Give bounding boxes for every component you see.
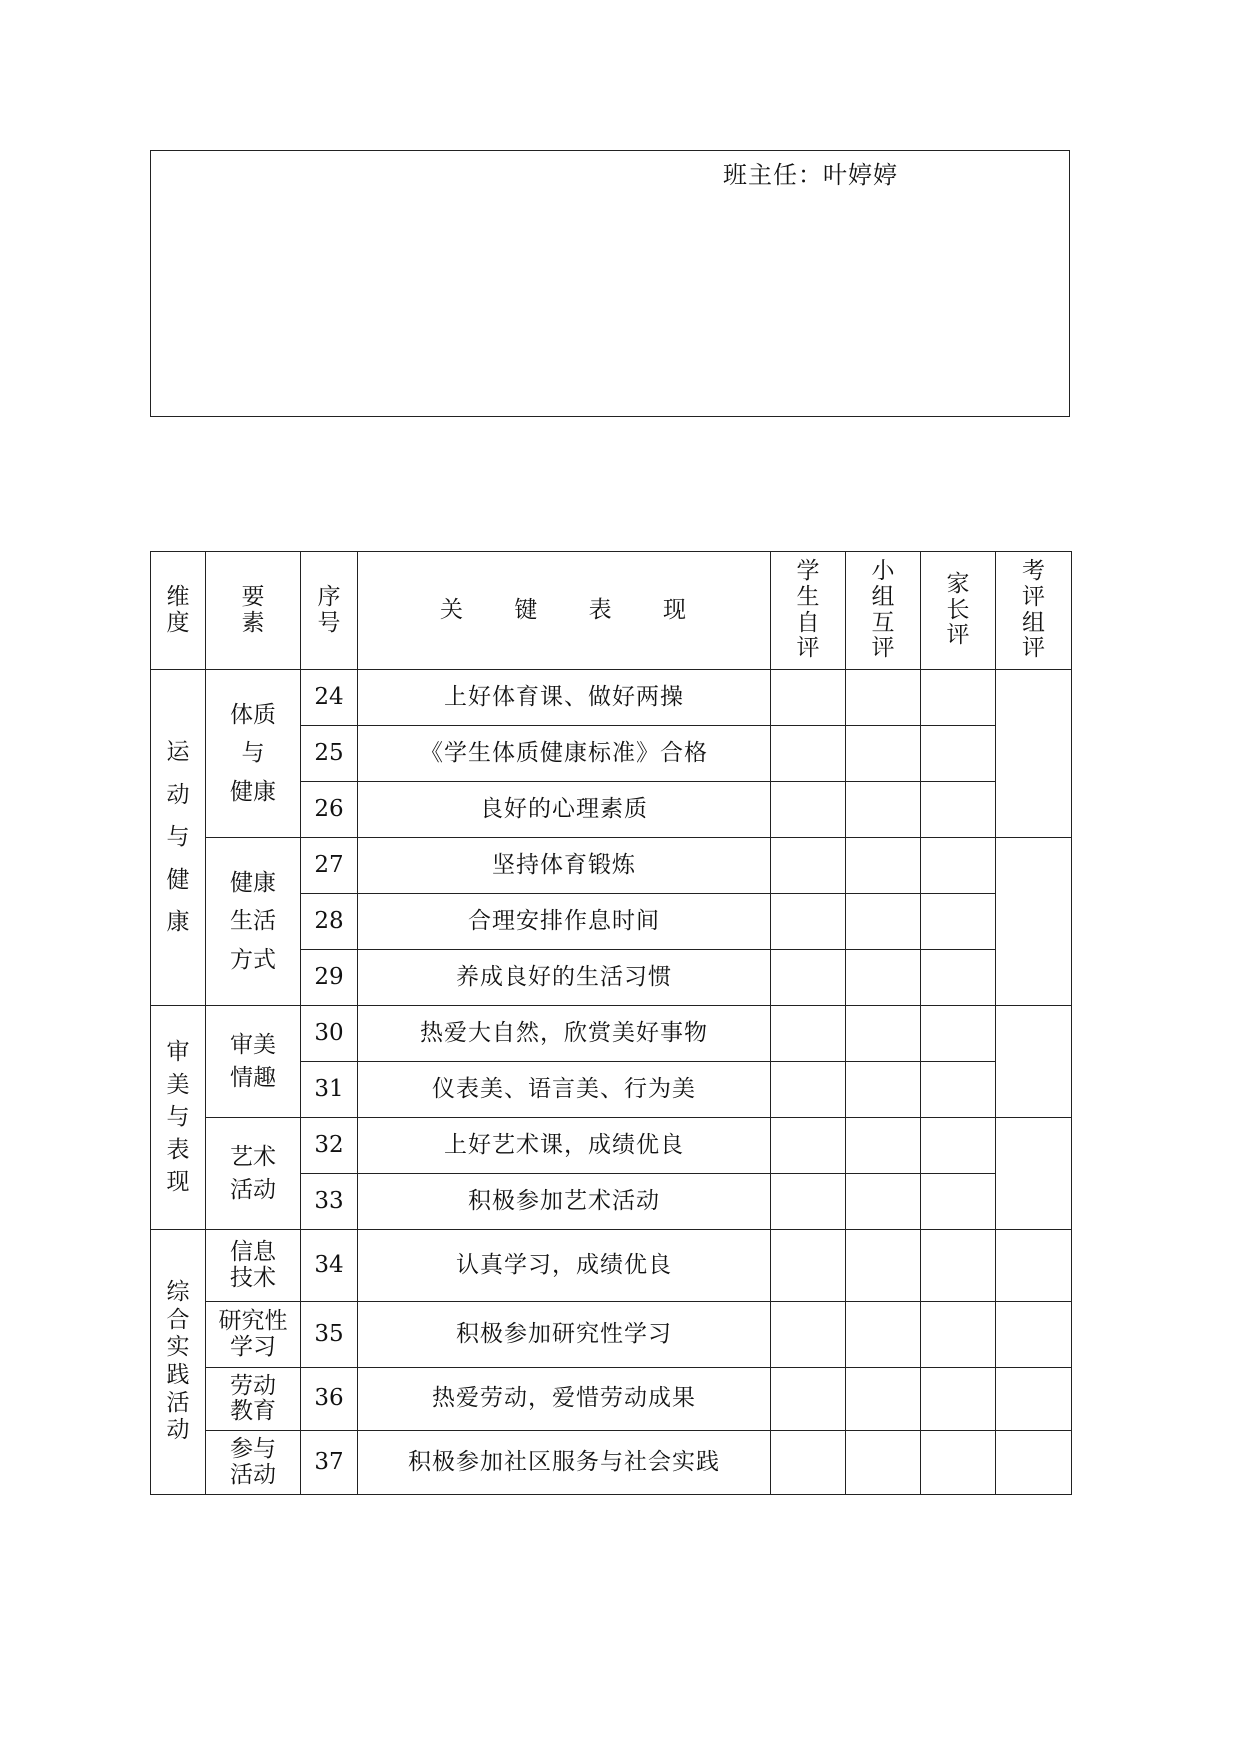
table-row <box>151 1230 1072 1302</box>
group-eval-cell[interactable] <box>846 1174 921 1230</box>
header-parent-eval: 家 长 评 <box>921 552 996 670</box>
parent-eval-cell[interactable] <box>921 1174 996 1230</box>
table-row <box>151 1302 1072 1368</box>
head-teacher-signature: 班主任：叶婷婷 <box>723 161 898 189</box>
self-eval-cell[interactable] <box>771 726 846 782</box>
row-number: 35 <box>301 1302 358 1368</box>
dimension-aesthetic-expression: 审 美 与 表 现 <box>151 1006 206 1230</box>
parent-eval-cell[interactable] <box>921 726 996 782</box>
group-eval-cell[interactable] <box>846 1368 921 1431</box>
row-number: 32 <box>301 1118 358 1174</box>
row-number: 28 <box>301 894 358 950</box>
header-self-eval: 学 生 自 评 <box>771 552 846 670</box>
element-participation-activities: 参与 活动 <box>206 1431 301 1495</box>
header-number: 序 号 <box>301 552 358 670</box>
parent-eval-cell[interactable] <box>921 894 996 950</box>
row-number: 31 <box>301 1062 358 1118</box>
panel-eval-cell[interactable] <box>996 670 1072 838</box>
row-behavior: 坚持体育锻炼 <box>358 838 771 894</box>
row-number: 37 <box>301 1431 358 1495</box>
header-element: 要 素 <box>206 552 301 670</box>
group-eval-cell[interactable] <box>846 894 921 950</box>
element-healthy-lifestyle: 健康 生活 方式 <box>206 838 301 1006</box>
panel-eval-cell[interactable] <box>996 1368 1072 1431</box>
header-group-eval: 小 组 互 评 <box>846 552 921 670</box>
table-row <box>151 1006 1072 1062</box>
self-eval-cell[interactable] <box>771 950 846 1006</box>
group-eval-cell[interactable] <box>846 726 921 782</box>
element-research-learning: 研究性 学习 <box>206 1302 301 1368</box>
row-number: 27 <box>301 838 358 894</box>
evaluation-table <box>150 551 1072 1495</box>
element-art-activities: 艺术 活动 <box>206 1118 301 1230</box>
table-row <box>151 670 1072 726</box>
group-eval-cell[interactable] <box>846 1230 921 1302</box>
self-eval-cell[interactable] <box>771 894 846 950</box>
group-eval-cell[interactable] <box>846 950 921 1006</box>
teacher-comment-box <box>150 150 1070 417</box>
row-number: 29 <box>301 950 358 1006</box>
row-behavior: 热爱大自然，欣赏美好事物 <box>358 1006 771 1062</box>
row-number: 25 <box>301 726 358 782</box>
row-number: 24 <box>301 670 358 726</box>
self-eval-cell[interactable] <box>771 1006 846 1062</box>
dimension-comprehensive-practice: 综 合 实 践 活 动 <box>151 1230 206 1495</box>
element-aesthetic-taste: 审美 情趣 <box>206 1006 301 1118</box>
panel-eval-cell[interactable] <box>996 1006 1072 1118</box>
parent-eval-cell[interactable] <box>921 838 996 894</box>
group-eval-cell[interactable] <box>846 1062 921 1118</box>
group-eval-cell[interactable] <box>846 1118 921 1174</box>
panel-eval-cell[interactable] <box>996 1118 1072 1230</box>
panel-eval-cell[interactable] <box>996 1230 1072 1302</box>
table-row <box>151 1431 1072 1495</box>
self-eval-cell[interactable] <box>771 1118 846 1174</box>
header-panel-eval: 考 评 组 评 <box>996 552 1072 670</box>
self-eval-cell[interactable] <box>771 1368 846 1431</box>
self-eval-cell[interactable] <box>771 782 846 838</box>
panel-eval-cell[interactable] <box>996 1431 1072 1495</box>
self-eval-cell[interactable] <box>771 1174 846 1230</box>
row-behavior: 养成良好的生活习惯 <box>358 950 771 1006</box>
row-behavior: 仪表美、语言美、行为美 <box>358 1062 771 1118</box>
self-eval-cell[interactable] <box>771 1431 846 1495</box>
dimension-sport-health: 运 动 与 健 康 <box>151 670 206 1006</box>
self-eval-cell[interactable] <box>771 1230 846 1302</box>
table-row <box>151 1118 1072 1174</box>
panel-eval-cell[interactable] <box>996 838 1072 1006</box>
header-dimension: 维 度 <box>151 552 206 670</box>
self-eval-cell[interactable] <box>771 670 846 726</box>
row-number: 36 <box>301 1368 358 1431</box>
self-eval-cell[interactable] <box>771 1062 846 1118</box>
row-behavior: 合理安排作息时间 <box>358 894 771 950</box>
group-eval-cell[interactable] <box>846 670 921 726</box>
parent-eval-cell[interactable] <box>921 1062 996 1118</box>
row-behavior: 《学生体质健康标准》合格 <box>358 726 771 782</box>
parent-eval-cell[interactable] <box>921 1230 996 1302</box>
element-physique-health: 体质 与 健康 <box>206 670 301 838</box>
group-eval-cell[interactable] <box>846 1431 921 1495</box>
group-eval-cell[interactable] <box>846 838 921 894</box>
row-number: 33 <box>301 1174 358 1230</box>
table-row <box>151 838 1072 894</box>
row-behavior: 上好体育课、做好两操 <box>358 670 771 726</box>
element-labor-education: 劳动 教育 <box>206 1368 301 1431</box>
self-eval-cell[interactable] <box>771 1302 846 1368</box>
self-eval-cell[interactable] <box>771 838 846 894</box>
group-eval-cell[interactable] <box>846 1006 921 1062</box>
table-header-row <box>151 552 1072 670</box>
element-info-tech: 信息 技术 <box>206 1230 301 1302</box>
row-behavior: 上好艺术课，成绩优良 <box>358 1118 771 1174</box>
row-behavior: 热爱劳动，爱惜劳动成果 <box>358 1368 771 1431</box>
group-eval-cell[interactable] <box>846 782 921 838</box>
parent-eval-cell[interactable] <box>921 1302 996 1368</box>
row-behavior: 积极参加社区服务与社会实践 <box>358 1431 771 1495</box>
panel-eval-cell[interactable] <box>996 1302 1072 1368</box>
row-behavior: 良好的心理素质 <box>358 782 771 838</box>
row-number: 26 <box>301 782 358 838</box>
parent-eval-cell[interactable] <box>921 1431 996 1495</box>
parent-eval-cell[interactable] <box>921 782 996 838</box>
row-behavior: 积极参加研究性学习 <box>358 1302 771 1368</box>
row-number: 34 <box>301 1230 358 1302</box>
table-row <box>151 1368 1072 1431</box>
parent-eval-cell[interactable] <box>921 1118 996 1174</box>
group-eval-cell[interactable] <box>846 1302 921 1368</box>
row-behavior: 积极参加艺术活动 <box>358 1174 771 1230</box>
row-number: 30 <box>301 1006 358 1062</box>
parent-eval-cell[interactable] <box>921 1006 996 1062</box>
row-behavior: 认真学习，成绩优良 <box>358 1230 771 1302</box>
parent-eval-cell[interactable] <box>921 670 996 726</box>
parent-eval-cell[interactable] <box>921 1368 996 1431</box>
header-key-behavior: 关 键 表 现 <box>358 552 771 670</box>
parent-eval-cell[interactable] <box>921 950 996 1006</box>
